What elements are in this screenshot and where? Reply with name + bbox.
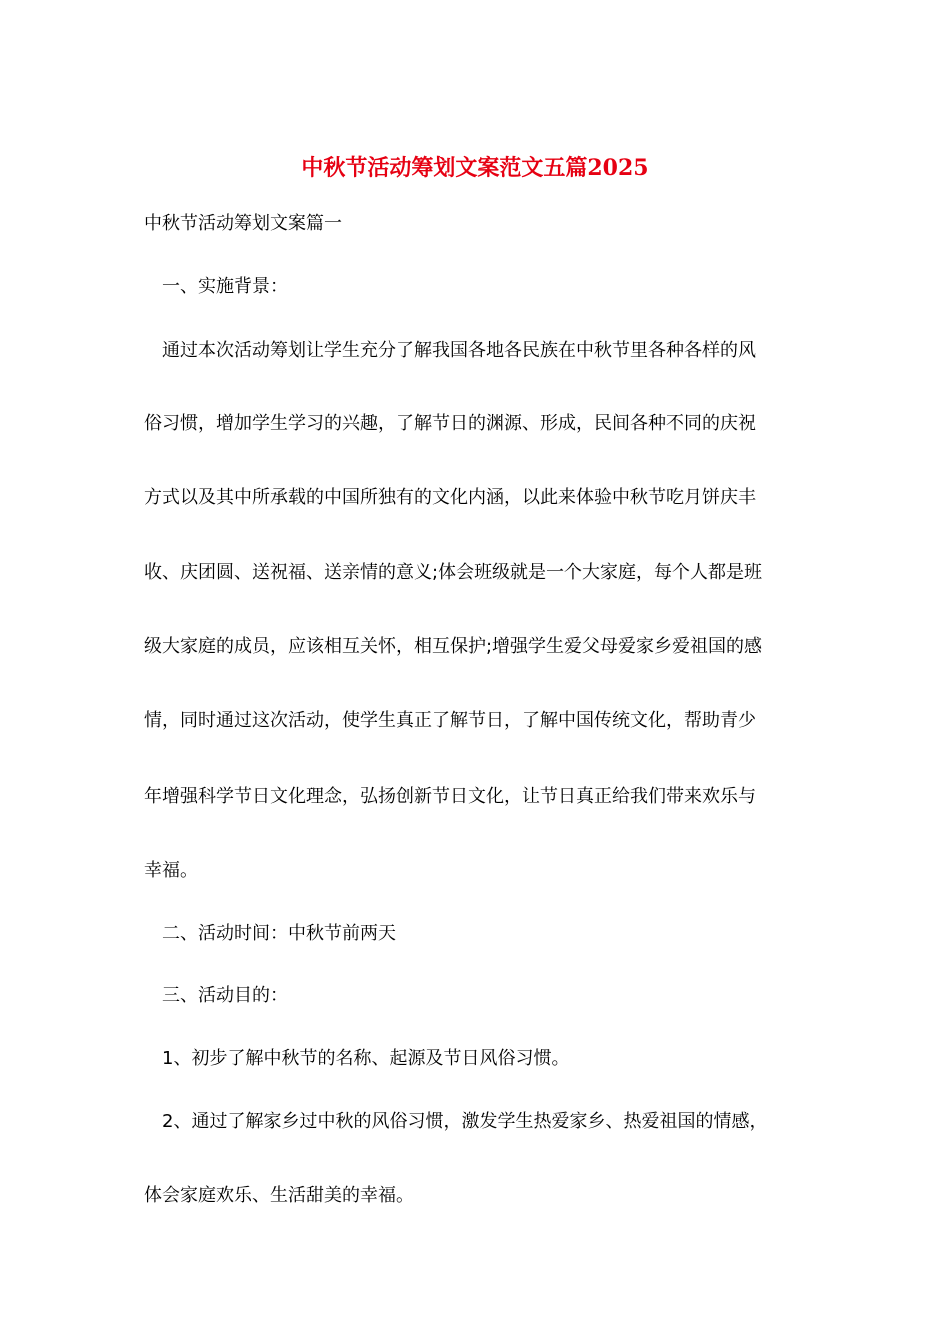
goal-item: 1、初步了解中秋节的名称、起源及节日风俗习惯。 <box>162 1048 570 1069</box>
document-title: 中秋节活动筹划文案范文五篇2025 <box>301 155 649 181</box>
paragraph-line: 年增强科学节日文化理念，弘扬创新节日文化，让节日真正给我们带来欢乐与 <box>144 786 756 807</box>
paragraph-line: 俗习惯，增加学生学习的兴趣，了解节日的渊源、形成，民间各种不同的庆祝 <box>144 413 756 434</box>
paragraph-line: 通过本次活动筹划让学生充分了解我国各地各民族在中秋节里各种各样的风 <box>162 340 756 361</box>
paragraph-line: 情，同时通过这次活动，使学生真正了解节日，了解中国传统文化，帮助青少 <box>144 710 756 731</box>
subtitle: 中秋节活动筹划文案篇一 <box>144 213 342 234</box>
section-heading-background: 一、实施背景： <box>162 276 288 297</box>
paragraph-line: 幸福。 <box>144 860 198 881</box>
goal-item: 2、通过了解家乡过中秋的风俗习惯，激发学生热爱家乡、热爱祖国的情感， <box>162 1111 768 1132</box>
goal-item-continuation: 体会家庭欢乐、生活甜美的幸福。 <box>144 1185 414 1206</box>
paragraph-line: 收、庆团圆、送祝福、送亲情的意义;体会班级就是一个大家庭，每个人都是班 <box>144 562 763 583</box>
paragraph-line: 方式以及其中所承载的中国所独有的文化内涵，以此来体验中秋节吃月饼庆丰 <box>144 487 756 508</box>
section-heading-goals: 三、活动目的： <box>162 985 288 1006</box>
paragraph-line: 级大家庭的成员，应该相互关怀，相互保护;增强学生爱父母爱家乡爱祖国的感 <box>144 636 763 657</box>
section-activity-time: 二、活动时间：中秋节前两天 <box>162 923 396 944</box>
